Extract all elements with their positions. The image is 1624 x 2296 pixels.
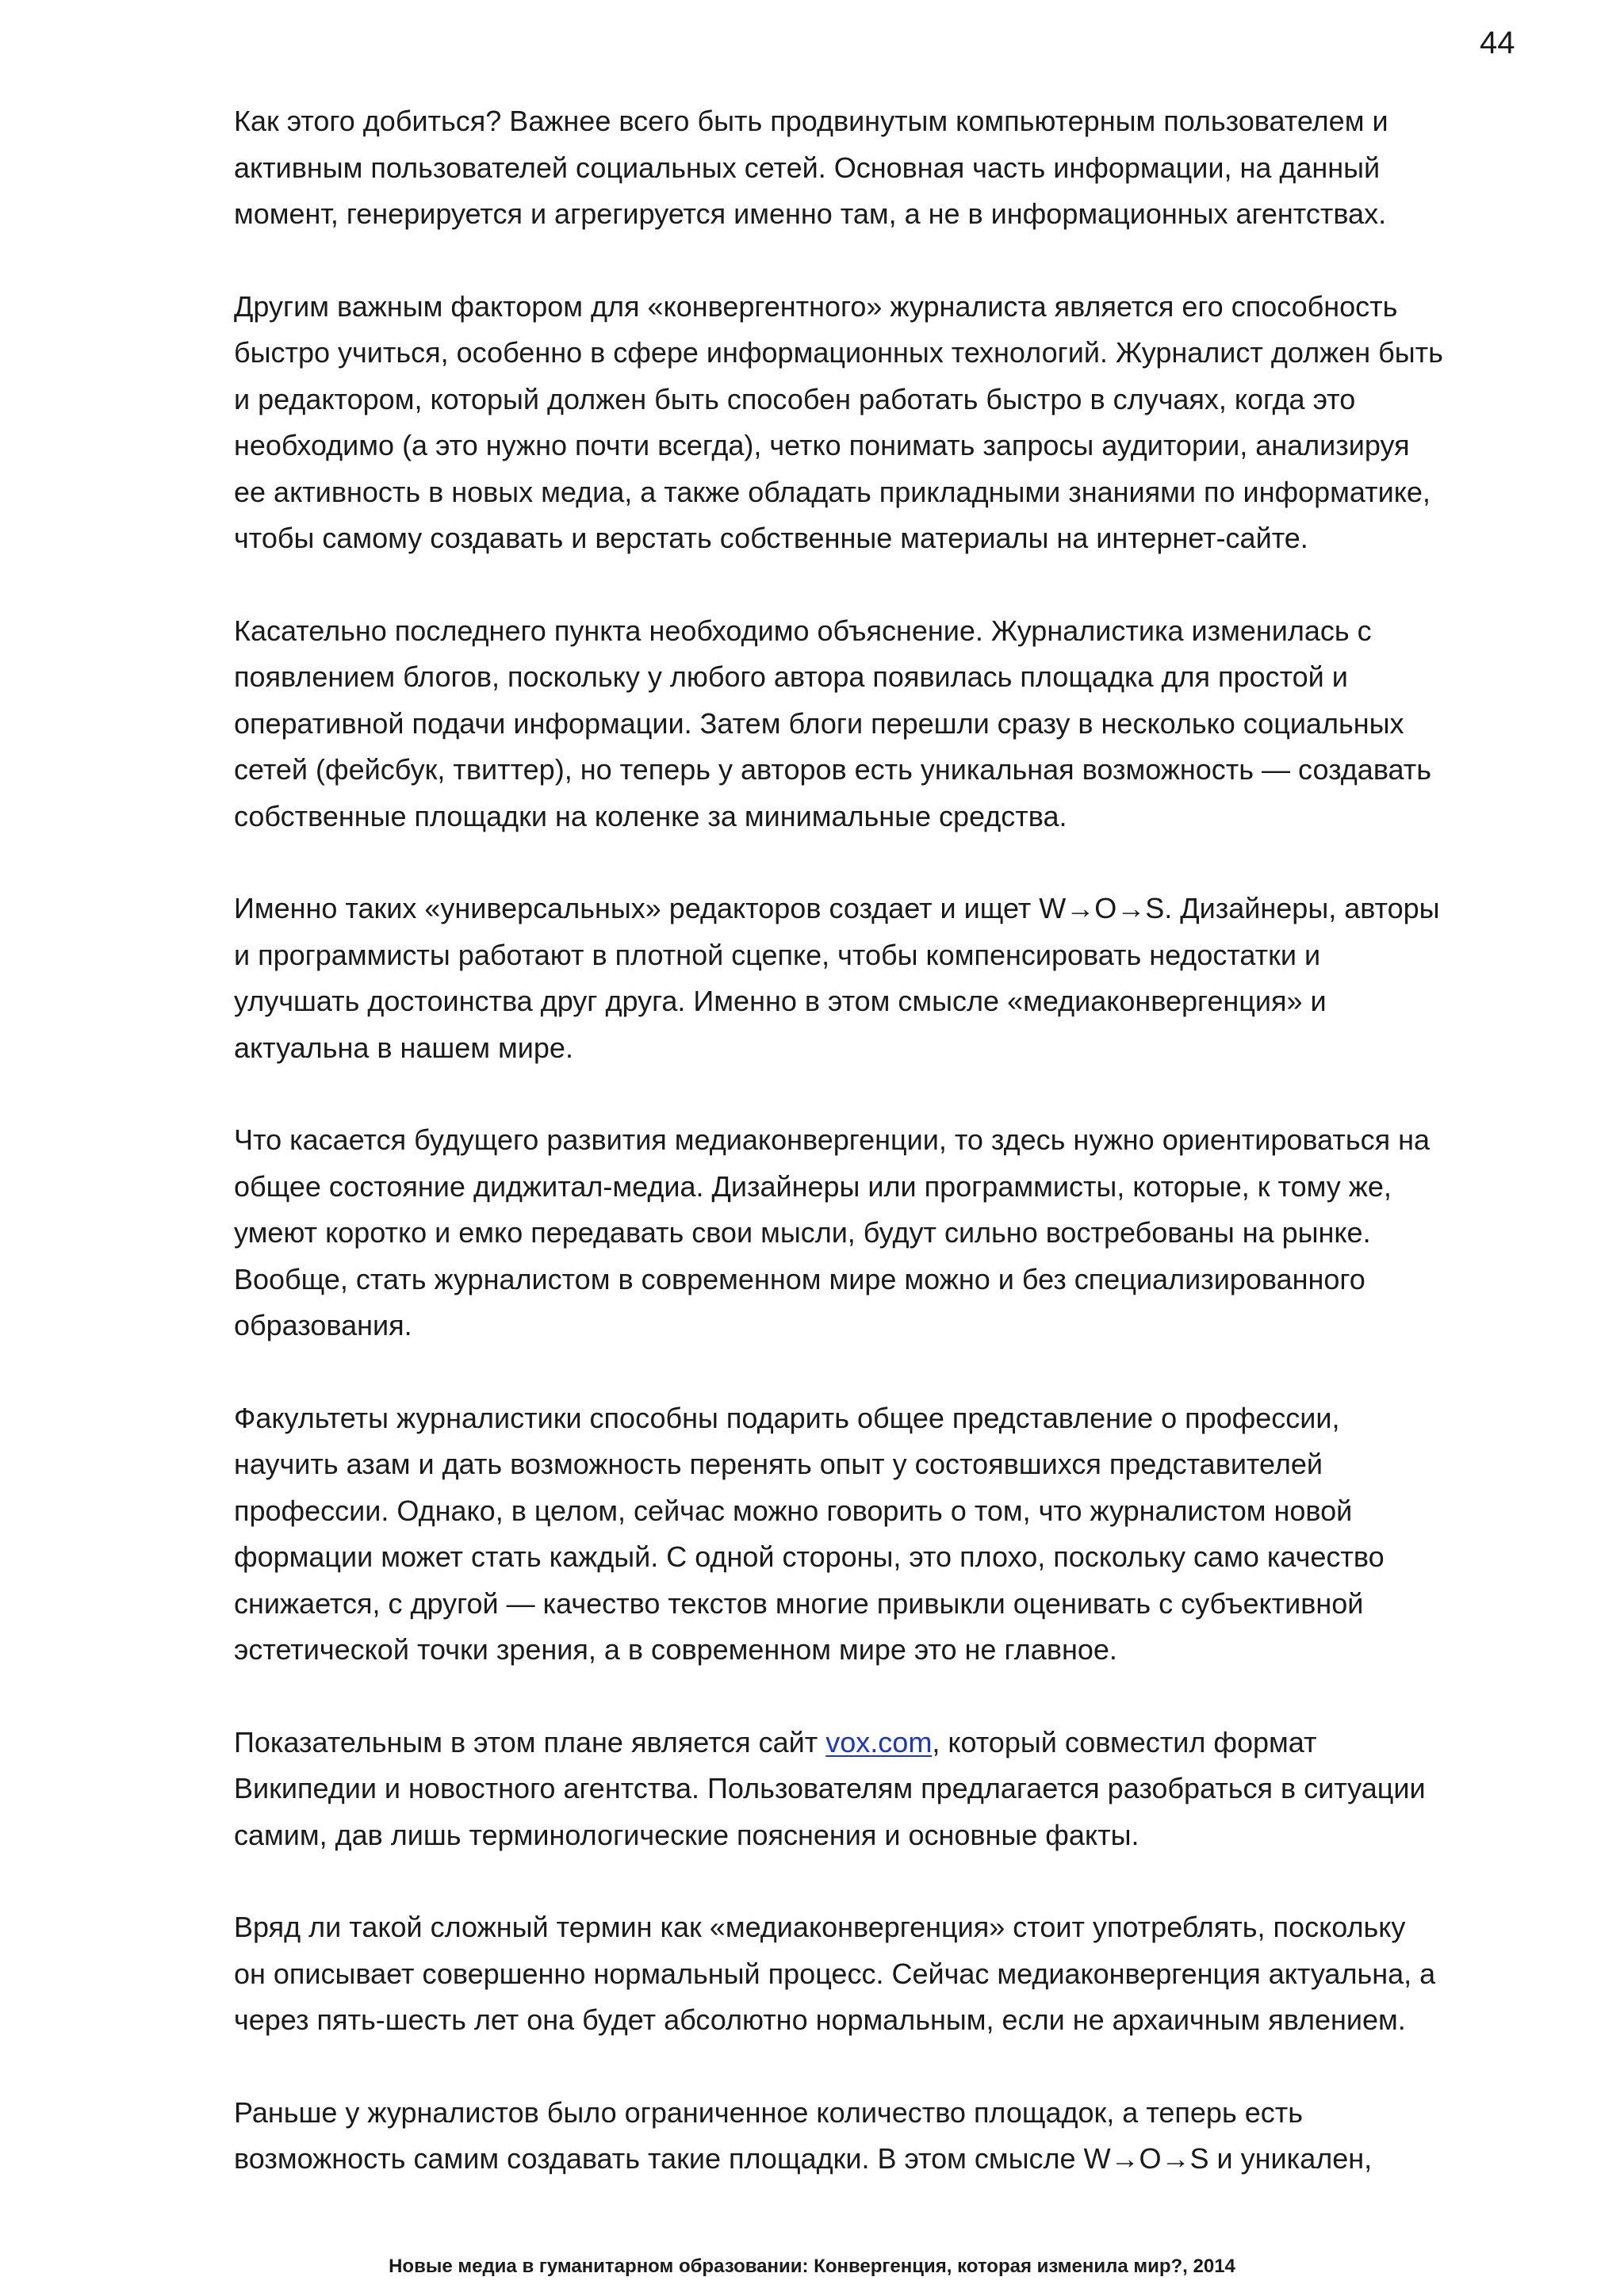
page-footer: Новые медиа в гуманитарном образовании: Конвергенция, которая изменила мир?, 2014 bbox=[389, 2256, 1235, 2277]
text-line: через пять-шесть лет она будет абсолютно нормальным, если не архаичным явлением. bbox=[234, 2003, 1406, 2036]
text-line: образования. bbox=[234, 1309, 412, 1341]
text-line: научить азам и дать возможность перенять опыт у состоявшихся представителей bbox=[234, 1448, 1323, 1480]
text-line: и редактором, который должен быть способен работать быстро в случаях, когда это bbox=[234, 382, 1356, 415]
text-line: самим, дав лишь терминологические пояснения и основные факты. bbox=[234, 1818, 1139, 1851]
text-line: Касательно последнего пункта необходимо объяснение. Журналистика изменилась с bbox=[234, 614, 1372, 647]
text-line: улучшать достоинства друг друга. Именно в этом смысле «медиаконвергенция» и bbox=[234, 985, 1327, 1017]
paragraph-4 bbox=[234, 886, 1534, 1071]
page-number: 44 bbox=[1480, 25, 1515, 60]
text-line: и программисты работают в плотной сцепке, чтобы компенсировать недостатки и bbox=[234, 938, 1321, 971]
text-line: формации может стать каждый. С одной стороны, это плохо, поскольку само качество bbox=[234, 1540, 1385, 1573]
text-line: Как этого добиться? Важнее всего быть продвинутым компьютерным пользователем и bbox=[234, 105, 1388, 137]
text-after-link: , который совместил формат bbox=[932, 1725, 1317, 1758]
vox-link[interactable]: vox.com bbox=[825, 1725, 933, 1758]
text-line: Вообще, стать журналистом в современном мире можно и без специализированного bbox=[234, 1262, 1365, 1295]
text-line: умеют коротко и емко передавать свои мысли, будут сильно востребованы на рынке. bbox=[234, 1216, 1371, 1249]
paragraph-1 bbox=[234, 98, 1534, 238]
text-line: активным пользователей социальных сетей. Основная часть информации, на данный bbox=[234, 151, 1381, 184]
text-line: профессии. Однако, в целом, сейчас можно говорить о том, что журналистом новой bbox=[234, 1494, 1353, 1527]
text-line-with-link bbox=[234, 1720, 1534, 1766]
text-line: появлением блогов, поскольку у любого автора появилась площадка для простой и bbox=[234, 660, 1348, 693]
text-line: возможность самим создавать такие площадки. В этом смысле W→O→S и уникален, bbox=[234, 2142, 1373, 2175]
text-line: Факультеты журналистики способны подарить общее представление о профессии, bbox=[234, 1401, 1340, 1434]
text-line: необходимо (а это нужно почти всегда), четко понимать запросы аудитории, анализируя bbox=[234, 429, 1410, 461]
paragraph-8 bbox=[234, 1904, 1534, 2044]
paragraph-9 bbox=[234, 2090, 1534, 2183]
paragraph-7 bbox=[234, 1720, 1534, 1859]
text-line: Вряд ли такой сложный термин как «медиаконвергенция» стоит употреблять, поскольку bbox=[234, 1911, 1406, 1943]
paragraph-6 bbox=[234, 1395, 1534, 1674]
text-line: Что касается будущего развития медиаконвергенции, то здесь нужно ориентироваться на bbox=[234, 1123, 1430, 1156]
text-line: оперативной подачи информации. Затем блоги перешли сразу в несколько социальных bbox=[234, 706, 1404, 740]
text-line: Раньше у журналистов было ограниченное количество площадок, а теперь есть bbox=[234, 2095, 1303, 2129]
text-line: Именно таких «универсальных» редакторов создает и ищет W→O→S. Дизайнеры, авторы bbox=[234, 892, 1440, 924]
text-line: ее активность в новых медиа, а также обладать прикладными знаниями по информатике, bbox=[234, 475, 1431, 508]
document-body bbox=[234, 98, 1534, 2229]
text-before-link: Показательным в этом плане является сайт bbox=[234, 1725, 826, 1758]
text-line: момент, генерируется и агрегируется именно там, а не в информационных агентствах. bbox=[234, 197, 1387, 230]
text-line: собственные площадки на коленке за минимальные средства. bbox=[234, 799, 1067, 832]
text-line: Другим важным фактором для «конвергентного» журналиста является его способность bbox=[234, 289, 1398, 323]
text-line: чтобы самому создавать и верстать собственные материалы на интернет-сайте. bbox=[234, 522, 1308, 554]
text-line: он описывает совершенно нормальный процесс. Сейчас медиаконвергенция актуальна, а bbox=[234, 1957, 1436, 1990]
text-line: актуальна в нашем мире. bbox=[234, 1031, 573, 1064]
paragraph-2 bbox=[234, 284, 1534, 562]
text-line: быстро учиться, особенно в сфере информационных технологий. Журналист должен быть bbox=[234, 336, 1443, 369]
text-line: сетей (фейсбук, твиттер), но теперь у авторов есть уникальная возможность — создавать bbox=[234, 753, 1432, 786]
paragraph-3 bbox=[234, 608, 1534, 840]
text-line: общее состояние диджитал-медиа. Дизайнеры или программисты, которые, к тому же, bbox=[234, 1169, 1392, 1203]
text-line: эстетической точки зрения, а в современном мире это не главное. bbox=[234, 1633, 1117, 1666]
paragraph-5 bbox=[234, 1117, 1534, 1349]
text-line: снижается, с другой — качество текстов многие привыкли оценивать с субъективной bbox=[234, 1586, 1364, 1620]
text-line: Википедии и новостного агентства. Пользователям предлагается разобраться в ситуации bbox=[234, 1772, 1426, 1804]
